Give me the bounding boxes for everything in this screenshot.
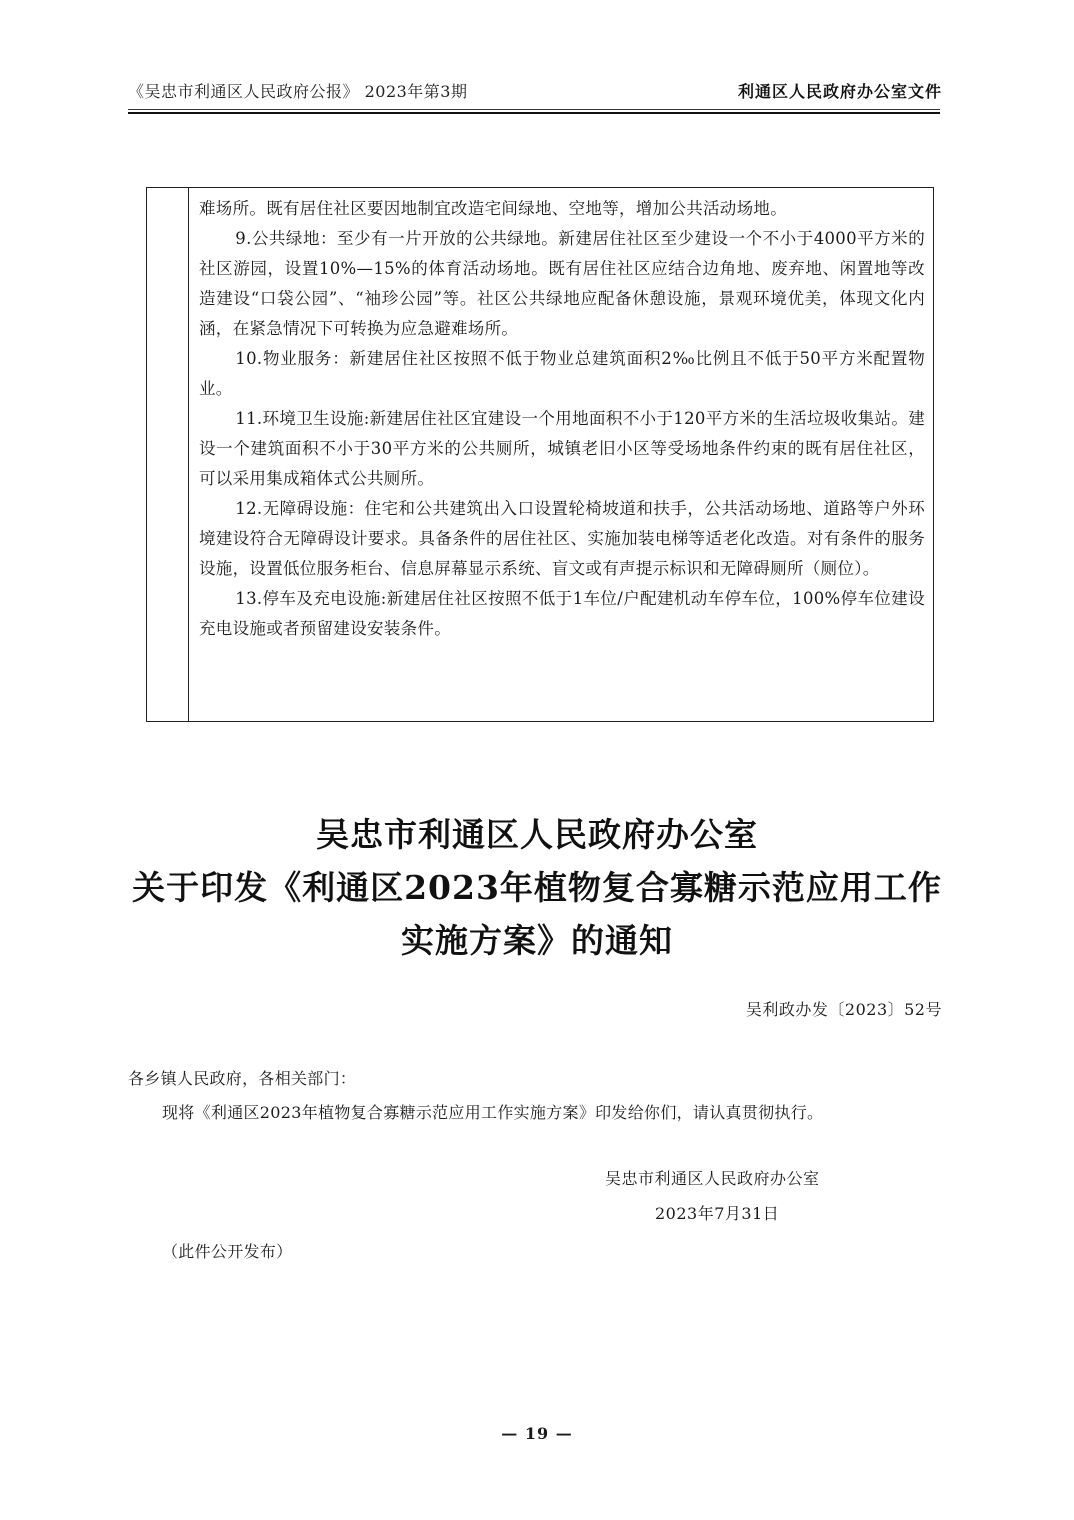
title-line: 实施方案》的通知	[401, 921, 673, 960]
table-paragraph: 9.公共绿地：至少有一片开放的公共绿地。新建居住社区至少建设一个不小于4000平方米的社区游园，设置10%—15%的体育活动场地。既有居住社区应结合边角地、废弃地、闲置地等改造建设“口袋公园”、“袖珍公园”等。社区公共绿地应配备休憩设施，景观环境优美，体现文化内涵，在紧急情况下可转换为应急避难场所。	[199, 229, 925, 338]
header-publication: 《吴忠市利通区人民政府公报》 2023年第3期	[128, 82, 468, 101]
publication-note: （此件公开发布）	[162, 1242, 293, 1261]
table-label-column	[147, 188, 189, 721]
title-line: 关于印发《利通区2023年植物复合寡糖示范应用工作	[132, 868, 942, 907]
table-paragraph: 13.停车及充电设施:新建居住社区按照不低于1车位/户配建机动车停车位，100%停车位建设充电设施或者预留建设安装条件。	[199, 589, 925, 638]
notice-title	[100, 808, 974, 967]
table-content	[199, 194, 925, 644]
notice-body: 现将《利通区2023年植物复合寡糖示范应用工作实施方案》印发给你们，请认真贯彻执行。	[162, 1103, 824, 1122]
title-line: 吴忠市利通区人民政府办公室	[316, 815, 758, 854]
table-paragraph: 难场所。既有居住社区要因地制宜改造宅间绿地、空地等，增加公共活动场地。	[199, 199, 787, 218]
table-paragraph: 11.环境卫生设施:新建居住社区宜建设一个用地面积不小于120平方米的生活垃圾收集站。建设一个建筑面积不小于30平方米的公共厕所，城镇老旧小区等受场地条件约束的既有居住社区，可以采用集成箱体式公共厕所。	[199, 409, 925, 488]
table-paragraph: 10.物业服务：新建居住社区按照不低于物业总建筑面积2‰比例且不低于50平方米配置物业。	[199, 349, 925, 398]
document-number: 吴利政办发〔2023〕52号	[745, 1000, 942, 1019]
page-number: — 19 —	[501, 1424, 573, 1443]
signature-organization: 吴忠市利通区人民政府办公室	[605, 1169, 820, 1188]
signature-date: 2023年7月31日	[655, 1204, 780, 1223]
continuation-table	[146, 187, 934, 722]
header-divider	[128, 109, 940, 110]
header-section: 利通区人民政府办公室文件	[737, 82, 942, 101]
header-divider-thick	[128, 112, 940, 114]
salutation: 各乡镇人民政府，各相关部门：	[128, 1069, 357, 1088]
table-paragraph: 12.无障碍设施：住宅和公共建筑出入口设置轮椅坡道和扶手，公共活动场地、道路等户外环境建设符合无障碍设计要求。具备条件的居住社区、实施加装电梯等适老化改造。对有条件的服务设施，设置低位服务柜台、信息屏幕显示系统、盲文或有声提示标识和无障碍厕所（厕位）。	[199, 499, 925, 578]
